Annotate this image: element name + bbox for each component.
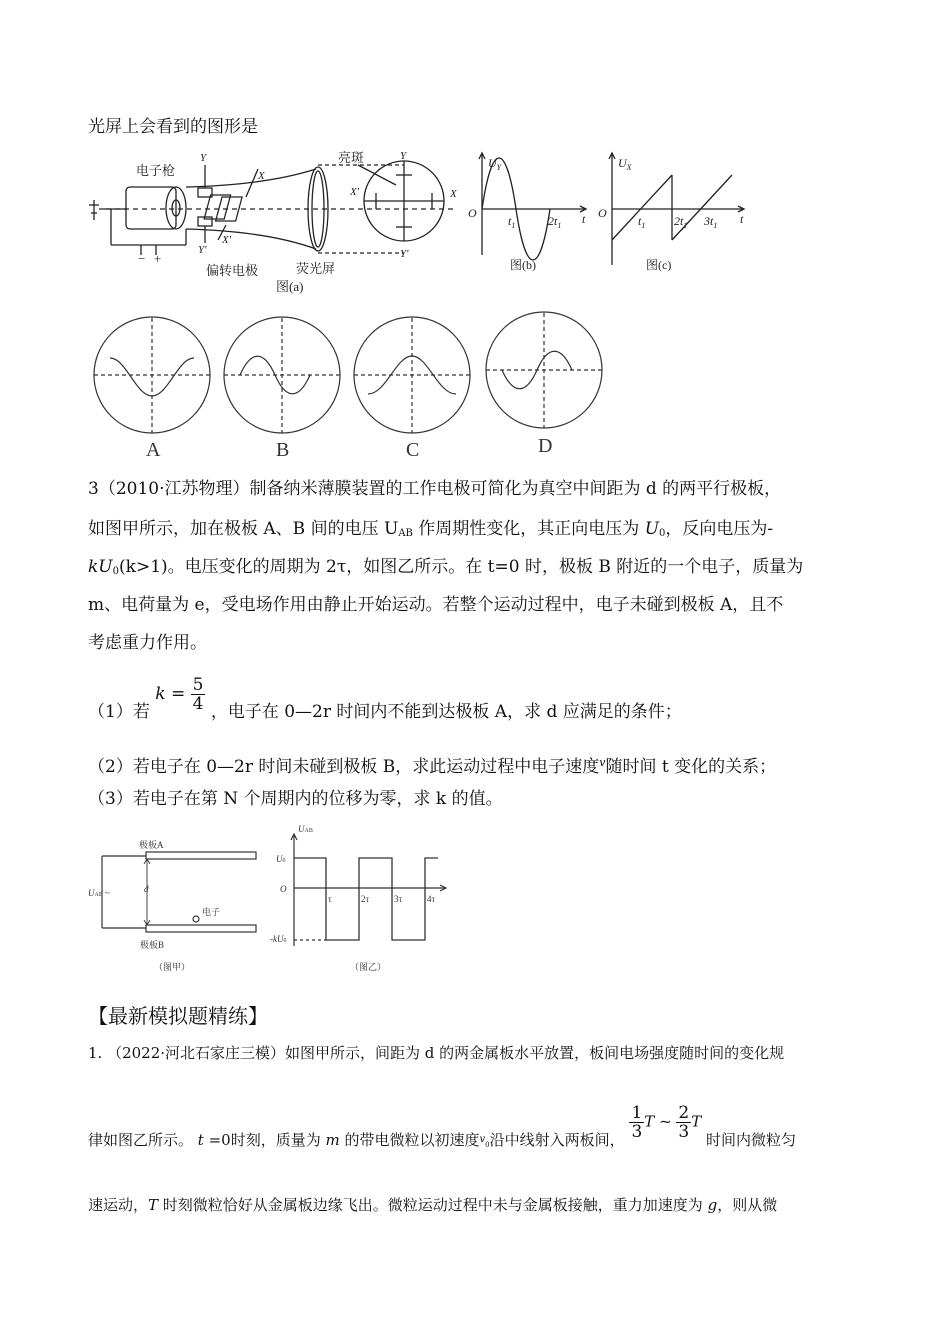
svg-text:O: O [598,206,607,220]
svg-text:t1: $t_1$ [508,214,516,230]
option-c-label: C [406,439,420,460]
plate-b-label: 极板B [140,940,165,950]
svg-text:Y': Y' [198,244,207,256]
oscilloscope-diagram [86,145,756,295]
svg-text:+: + [154,251,162,266]
graph-b [468,153,586,272]
svg-text:O: O [280,884,287,894]
svg-text:U0: U0 [276,854,286,864]
option-d-scope [486,312,602,428]
intro-text: 光屏上会看到的图形是 [88,117,258,137]
svg-text:t1: $t_1$ [638,214,646,230]
electron-label: 电子 [202,907,221,917]
graph-c [598,153,744,272]
svg-text:Y: Y [400,150,407,162]
answer-options [86,310,616,460]
svg-text:2τ: 2τ [361,894,370,904]
q3-part2: （2）若电子在 0—2r 时间未碰到极板 B，求此运动过程中电子速度$^v$随时间 t 变化的关系； [88,756,777,777]
option-c-scope [354,317,470,433]
svg-text:Y': Y' [400,248,409,260]
svg-text:3τ: 3τ [394,894,403,904]
svg-text:-kU0: -kU0 [270,934,287,944]
gun-label: 电子枪 [136,163,176,178]
q3-line5: 考虑重力作用。 [88,633,207,653]
svg-text:UAB~: UAB ~ [88,888,110,898]
option-b-label: B [276,439,290,460]
caption-a: 图(a) [276,279,304,294]
svg-text:Y: Y [200,152,207,164]
q3-line1: 3（2010·江苏物理）制备纳米薄膜装置的工作电极可简化为真空中间距为 d 的两平行极板， [88,479,782,499]
option-a-scope [94,317,210,433]
caption-jia: （图甲） [154,962,191,972]
svg-text:3t1: $3t_1$ [704,214,718,230]
q3-part1: （1）若 k = $\frac{5}{4}$ ，电子在 0—2r 时间内不能到达极板 A，求 d 应满足的条件； [88,675,682,722]
section-heading: 【最新模拟题精练】 [88,1004,268,1028]
svg-text:2t1: $2t_1$ [548,214,562,230]
q1-line3: 速运动，T 时刻微粒恰好从金属板边缘飞出。微粒运动过程中未与金属板接触，重力加速度为 g，则从微 [88,1196,778,1214]
caption-b: 图(b) [510,258,536,272]
svg-text:−: − [138,251,146,266]
spot-label: 亮斑 [338,150,365,165]
q3-line2: 如图甲所示，加在极板 A、B 间的电压 $U_{AB}$ 作周期性变化，其正向电压为 $U_0$，反向电压为- [88,519,774,539]
q3-line4: m、电荷量为 e，受电场作用由静止开始运动。若整个运动过程中，电子未碰到极板 A，且不 [88,595,784,615]
deflect-label: 偏转电极 [206,263,259,278]
svg-text:t: t [740,212,744,226]
screen-label: 荧光屏 [296,261,336,276]
svg-text:t: t [582,212,586,226]
svg-text:UX: $U_X$ [618,156,632,172]
q3-line3: $kU_0(k>1)$。电压变化的周期为 2τ，如图乙所示。在 t=0 时，极板 B 附近的一个电子，质量为 [88,557,804,577]
svg-text:4τ: 4τ [427,894,436,904]
svg-text:X: X [450,188,457,200]
svg-text:UAB: UAB [298,824,313,834]
caption-c: 图(c) [646,258,672,272]
svg-text:UY: $U_Y$ [488,156,502,172]
svg-text:2t1: $2t_1$ [674,214,688,230]
option-d-label: D [538,435,553,457]
figure-abc [86,145,756,295]
svg-text:X': X' [222,234,232,246]
svg-text:X: X [258,170,265,182]
svg-text:O: O [468,206,477,220]
q3-part3: （3）若电子在第 N 个周期内的位移为零，求 k 的值。 [88,789,503,809]
option-b-scope [224,317,340,433]
svg-text:d: d [144,884,149,894]
plate-a-label: 极板A [139,840,164,850]
figure-jia-yi [86,822,466,977]
q1-line1: 1. （2022·河北石家庄三模）如图甲所示，间距为 d 的两金属板水平放置，板间电场强度随时间的变化规 [88,1044,785,1062]
svg-text:τ: τ [328,894,332,904]
option-a-label: A [146,439,161,460]
q1-line2: 律如图乙所示。 t =0时刻，质量为 m 的带电微粒以初速度$^v_0$沿中线射入两板间， $\frac{1}{3}$ T ~ $\frac{2}{3}$ T 时间内微粒匀 [88,1103,797,1149]
caption-yi: （图乙） [350,962,387,972]
svg-text:X': X' [350,186,360,198]
